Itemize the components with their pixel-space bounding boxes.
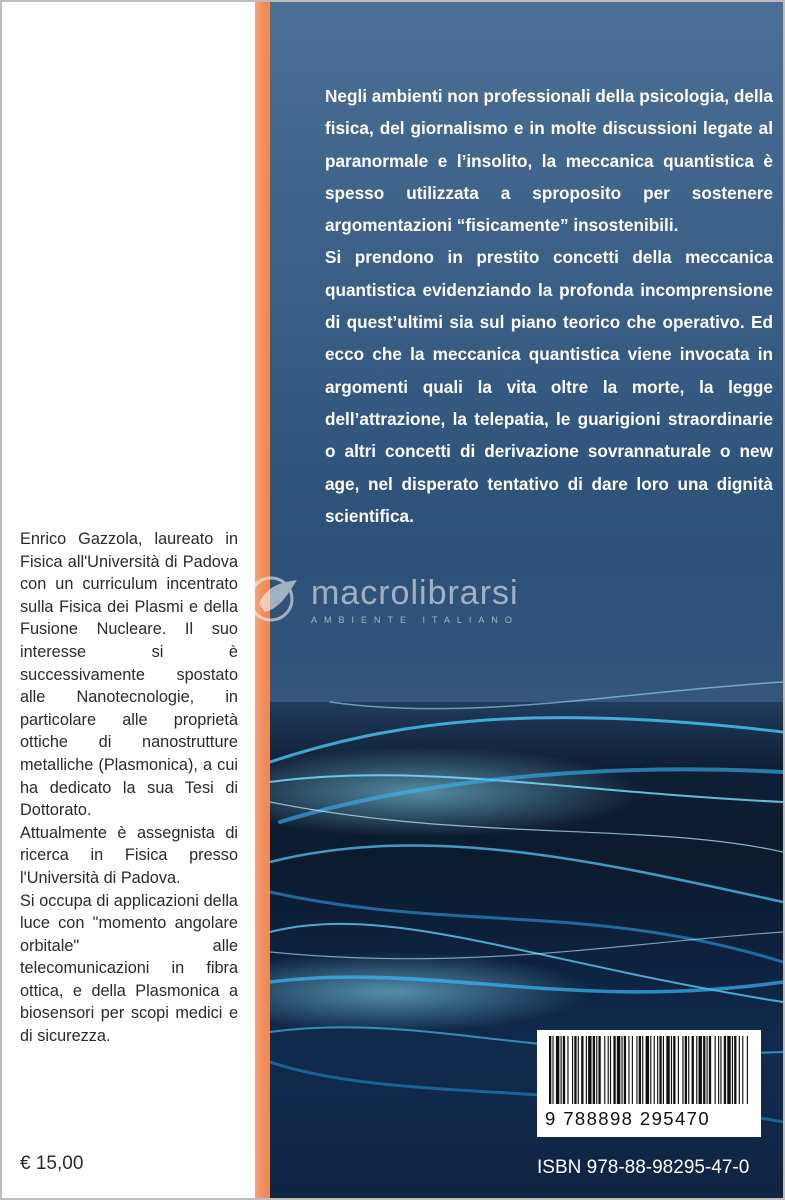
barcode-bar <box>709 1036 711 1104</box>
barcode-bar <box>739 1036 740 1104</box>
barcode-bar <box>556 1036 559 1104</box>
price-label: € 15,00 <box>20 1153 84 1174</box>
barcode-bar <box>703 1036 705 1104</box>
barcode-bar <box>610 1036 611 1104</box>
barcode-bar <box>549 1036 551 1104</box>
barcode-bar <box>598 1036 600 1104</box>
barcode-bar <box>642 1036 643 1104</box>
barcode-bar <box>659 1036 661 1104</box>
barcode-bar <box>636 1036 637 1104</box>
barcode-bar <box>671 1036 672 1104</box>
barcode-bar <box>650 1036 651 1104</box>
barcode-bar <box>621 1036 622 1104</box>
barcode-bar <box>678 1036 679 1104</box>
barcode-bar <box>604 1036 605 1104</box>
barcode-bar <box>707 1036 708 1104</box>
barcode-bar <box>682 1036 683 1104</box>
barcode-bar <box>734 1036 736 1104</box>
barcode-bar <box>718 1036 719 1104</box>
watermark <box>245 572 545 632</box>
author-bio-paragraph: Attualmente è assegnista di ricerca in Fisica presso l'Università di Padova. <box>20 823 238 887</box>
barcode-bar <box>696 1036 697 1104</box>
watermark-tagline: AMBIENTE ITALIANO <box>311 615 519 625</box>
barcode-bar <box>593 1036 595 1104</box>
barcode-bar <box>586 1036 587 1104</box>
barcode-bar <box>673 1036 675 1104</box>
barcode-bar <box>724 1036 726 1104</box>
barcode-bar <box>715 1036 716 1104</box>
barcode-bar <box>688 1036 689 1104</box>
barcode-bar <box>608 1036 609 1104</box>
barcode-bar <box>563 1036 565 1104</box>
barcode-bar <box>632 1036 633 1104</box>
barcode-bar <box>588 1036 591 1104</box>
author-bio <box>20 528 238 1048</box>
barcode-bar <box>624 1036 626 1104</box>
barcode-bar <box>747 1036 748 1104</box>
author-bio-paragraph: Enrico Gazzola, laureato in Fisica all'Università di Padova con un curriculum incentrato sulla Fisica dei Plasmi e della Fusione Nucleare. Il suo interesse si è successivamente spostato alle Nanotecnologie, in particolare alle proprietà ottiche di nanostrutture metalliche (Plasmonica), a cui ha dedicato la sua Tesi di Dottorato. <box>20 530 238 820</box>
barcode-bar <box>574 1036 576 1104</box>
barcode-bar <box>639 1036 641 1104</box>
barcode-bar <box>720 1036 721 1104</box>
barcode-bar <box>732 1036 733 1104</box>
barcode-bar <box>617 1036 620 1104</box>
barcode <box>537 1030 761 1137</box>
blurb-paragraph: Negli ambienti non professionali della psicologia, della fisica, del giornalismo e in molte discussioni legate al paranormale e l’insolito, la meccanica quantistica è spesso utilizzata a sproposito per sostenere argomentazioni “fisicamente” insostenibili. <box>325 86 773 236</box>
barcode-bar <box>692 1036 694 1104</box>
barcode-bar <box>699 1036 702 1104</box>
watermark-brand: macrolibrarsi <box>311 574 519 612</box>
author-bio-paragraph: Si occupa di applicazioni della luce con "momento angolare orbitale" alle telecomunicazioni in fibra ottica, e della Plasmonica a biosensori per scopi medici e di sicurezza. <box>20 891 238 1046</box>
barcode-bar <box>596 1036 597 1104</box>
barcode-bar <box>727 1036 730 1104</box>
barcode-bar <box>663 1036 664 1104</box>
back-cover-blurb <box>325 80 773 532</box>
barcode-digits: 9 788898 295470 <box>545 1108 711 1129</box>
barcode-bars <box>549 1036 749 1106</box>
barcode-bar <box>646 1036 649 1104</box>
barcode-bar <box>628 1036 629 1104</box>
barcode-bar <box>666 1036 669 1104</box>
barcode-bar <box>685 1036 687 1104</box>
barcode-bar <box>552 1036 553 1104</box>
barcode-bar <box>742 1036 743 1104</box>
leaf-logo-icon <box>245 574 303 624</box>
isbn-label: ISBN 978-88-98295-47-0 <box>537 1157 750 1178</box>
barcode-bar <box>654 1036 655 1104</box>
barcode-bar <box>613 1036 615 1104</box>
barcode-bar <box>561 1036 562 1104</box>
barcode-bar <box>657 1036 658 1104</box>
blurb-paragraph: Si prendono in prestito concetti della meccanica quantistica evidenziando la profonda incomprensione di quest’ultimi sia sul piano teorico che operativo. Ed ecco che la meccanica quantistica viene invocata in argomenti quali la vita oltre la morte, la legge dell’attrazione, la telepatia, le guarigioni straordinarie o altri concetti di derivazione sovrannaturale o new age, nel disperato tentativo di dare loro una dignità scientifica. <box>325 247 773 526</box>
barcode-bar <box>567 1036 568 1104</box>
barcode-bar <box>578 1036 579 1104</box>
barcode-bar <box>581 1036 583 1104</box>
barcode-bar <box>572 1036 573 1104</box>
